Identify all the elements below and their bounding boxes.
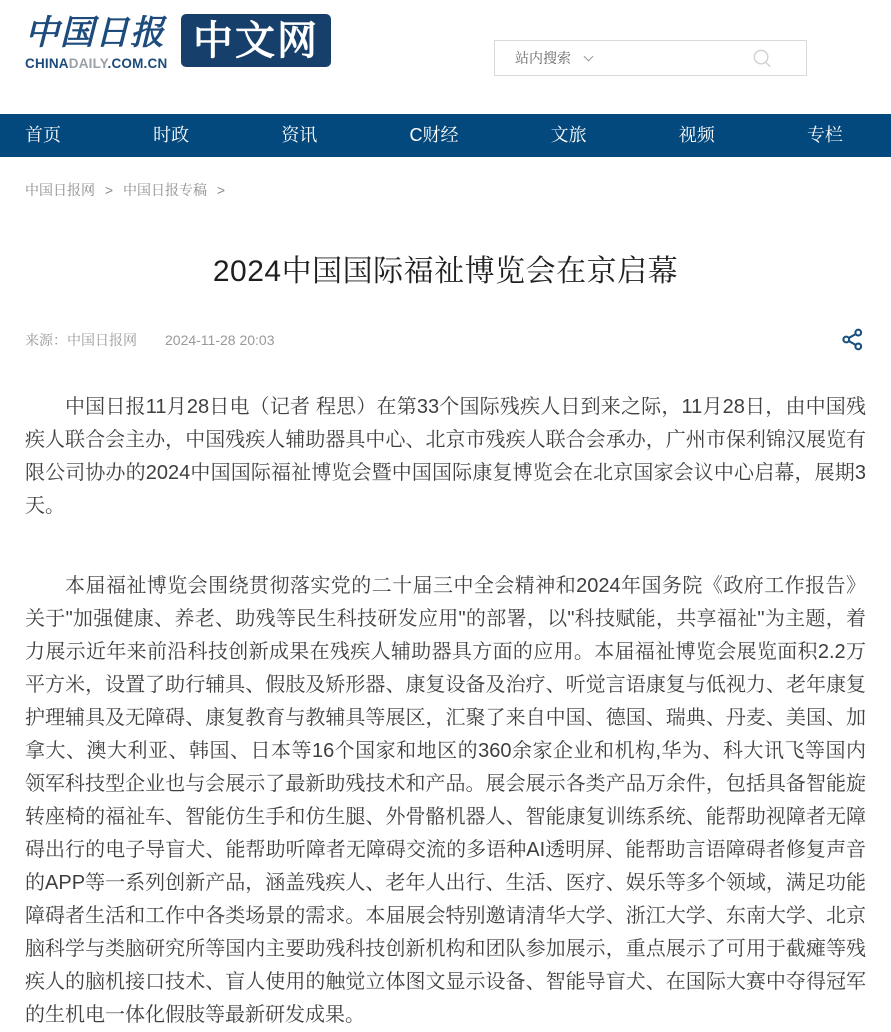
- article-meta-row: [0, 328, 891, 351]
- logo-domain-rest: .COM.CN: [107, 56, 168, 71]
- logo-left-block: [25, 14, 173, 71]
- nav-item-columns[interactable]: 专栏: [806, 125, 843, 145]
- article-source: [25, 330, 137, 350]
- breadcrumb-separator: >: [216, 182, 226, 198]
- nav-item-politics[interactable]: 时政: [153, 125, 190, 145]
- breadcrumb-link-section[interactable]: 中国日报专稿: [122, 182, 207, 198]
- search-category-select[interactable]: [515, 48, 592, 68]
- chevron-down-icon: [584, 51, 594, 61]
- article-paragraph: 中国日报11月28日电（记者 程思）在第33个国际残疾人日到来之际，11月28日，由中国残疾人联合会主办，中国残疾人辅助器具中心、北京市残疾人联合会承办，广州市保利锦汉展览有限公司协办的2024中国国际福祉博览会暨中国国际康复博览会在北京国家会议中心启幕，展期3天。: [25, 396, 866, 517]
- article-paragraph: 本届福祉博览会围绕贯彻落实党的二十届三中全会精神和2024年国务院《政府工作报告》关于"加强健康、养老、助残等民生科技研发应用"的部署，以"科技赋能，共享福祉"为主题，着力展示近年来前沿科技创新成果在残疾人辅助器具方面的应用。本届福祉博览会展览面积2.2万平方米，设置了助行辅具、假肢及矫形器、康复设备及治疗、听觉言语康复与低视力、老年康复护理辅具及无障碍、康复教育与教辅具等展区，汇聚了来自中国、德国、瑞典、丹麦、美国、加拿大、澳大利亚、韩国、日本等16个国家和地区的360余家企业和机构,华为、科大讯飞等国内领军科技型企业也与会展示了最新助残技术和产品。展会展示各类产品万余件，包括具备智能旋转座椅的福祉车、智能仿生手和仿生腿、外骨骼机器人、智能康复训练系统、能帮助视障者无障碍出行的电子导盲犬、能帮助听障者无障碍交流的多语种AI透明屏、能帮助言语障碍者修复声音的APP等一系列创新产品，涵盖残疾人、老年人出行、生活、医疗、娱乐等多个领域，满足功能障碍者生活和工作中各类场景的需求。本届展会特别邀请清华大学、浙江大学、东南大学、北京脑科学与类脑研究所等国内主要助残科技创新机构和团队参加展示，重点展示了可用于截瘫等残疾人的脑机接口技术、盲人使用的触觉立体图文显示设备、智能导盲犬、在国际大赛中夺得冠军的生机电一体化假肢等最新研发成果。: [25, 575, 866, 1026]
- source-name: 中国日报网: [67, 331, 137, 348]
- logo-cn-title: 中国日报: [25, 13, 165, 53]
- search-category-label: 站内搜索: [515, 50, 571, 66]
- breadcrumb: [0, 157, 891, 200]
- chinadaily-logo[interactable]: [25, 14, 331, 71]
- logo-domain-china: CHINA: [25, 56, 69, 71]
- page-header: [0, 0, 891, 114]
- breadcrumb-link-home[interactable]: 中国日报网: [25, 182, 95, 198]
- nav-item-culture-travel[interactable]: 文旅: [550, 125, 587, 145]
- logo-zhongwenwang-badge: 中文网: [181, 14, 331, 67]
- search-icon[interactable]: [751, 47, 774, 70]
- nav-item-news[interactable]: 资讯: [281, 125, 318, 145]
- main-nav: [0, 114, 891, 157]
- article-body: [0, 391, 891, 1032]
- source-label: 来源：: [25, 331, 67, 348]
- article-title: 2024中国国际福祉博览会在京启幕: [212, 255, 679, 288]
- nav-item-home[interactable]: 首页: [25, 125, 61, 145]
- nav-item-video[interactable]: 视频: [678, 125, 715, 145]
- search-box[interactable]: [494, 40, 807, 76]
- breadcrumb-separator: >: [104, 182, 114, 198]
- logo-domain-daily: DAILY: [68, 56, 108, 71]
- logo-domain-text: [25, 56, 173, 71]
- share-icon[interactable]: [841, 328, 864, 351]
- article-meta-left: [25, 330, 275, 350]
- nav-item-finance[interactable]: C财经: [409, 125, 459, 145]
- article-datetime: 2024-11-28 20:03: [165, 331, 275, 348]
